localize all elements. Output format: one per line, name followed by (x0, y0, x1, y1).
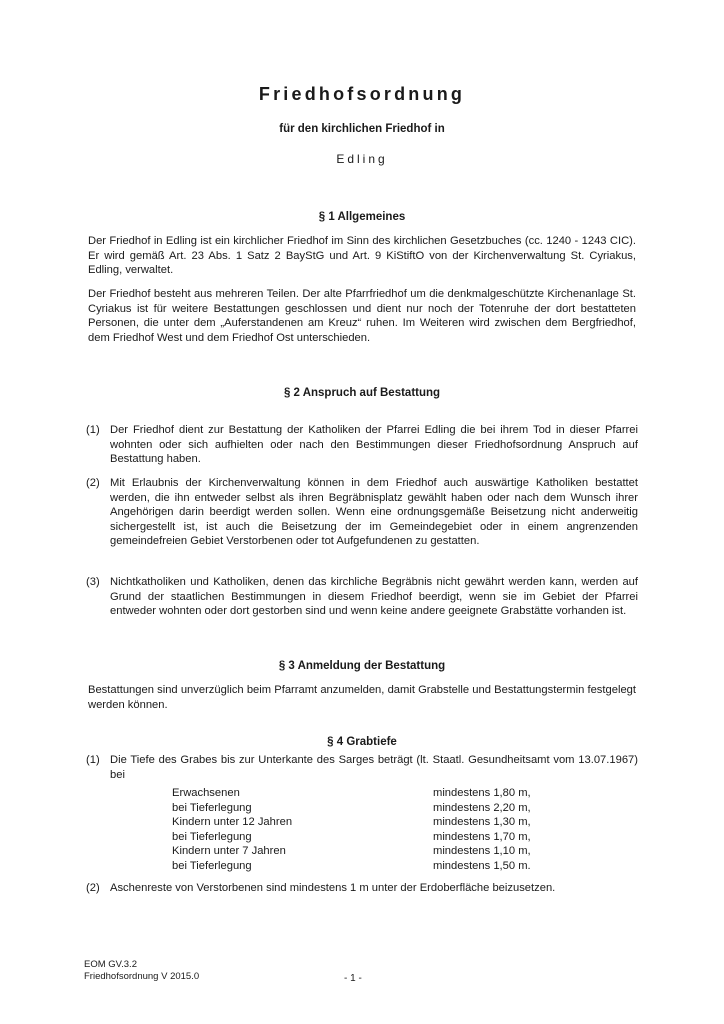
depth-label: bei Tieferlegung (172, 859, 252, 872)
section-2-heading: § 2 Anspruch auf Bestattung (283, 387, 441, 399)
depth-label: Kindern unter 7 Jahren (172, 845, 286, 858)
item-number: (3) (86, 576, 100, 588)
depth-row (172, 859, 553, 874)
depth-row (172, 801, 553, 816)
depth-row (172, 786, 553, 801)
footer-code: EOM GV.3.2 (84, 959, 137, 970)
section-1-heading: § 1 Allgemeines (318, 211, 406, 223)
item-number: (1) (86, 754, 100, 766)
section-2-item-3 (86, 575, 638, 619)
item-text: Aschenreste von Verstorbenen sind mindestens 1 m unter der Erdoberfläche beizusetzen. (110, 882, 556, 894)
section-3-heading: § 3 Anmeldung der Bestattung (278, 660, 446, 672)
section-1-paragraph-2: Der Friedhof besteht aus mehreren Teilen. Der alte Pfarrfriedhof um die denkmalgeschützte Kirchenanlage St. Cyriakus ist für weitere Bestattungen geschlossen und dient nur noch der Totenruhe der dort bestatteten Personen, die unter dem „Auferstandenen am Kreuz“ ruhen. Im Weiteren wird zwischen dem Bergfriedhof, dem Friedhof West und dem Friedhof Ost unterschieden. (88, 288, 636, 344)
section-4-item-2 (86, 881, 638, 896)
item-text: Die Tiefe des Grabes bis zur Unterkante des Sarges beträgt (lt. Staatl. Gesundheitsamt vom 13.07.1967) bei (110, 754, 638, 781)
item-text: Nichtkatholiken und Katholiken, denen das kirchliche Begräbnis nicht gewährt werden kann, werden auf Grund der staatlichen Bestimmungen in diesem Friedhof beerdigt, wenn sie im Gebiet der Pfarrei entweder wohnten oder dort gestorben sind und wenn keine andere geeignete Grabstätte vorhanden ist. (110, 576, 638, 618)
depth-value: mindestens 1,80 m, (433, 787, 531, 799)
section-2-item-1 (86, 423, 638, 467)
depth-value: mindestens 1,50 m. (433, 859, 531, 872)
depth-label: Erwachsenen (172, 787, 240, 799)
document-title: Friedhofsordnung (258, 84, 466, 104)
depth-row (172, 815, 553, 830)
item-number: (1) (86, 424, 100, 436)
depth-label: bei Tieferlegung (172, 801, 252, 814)
depth-value: mindestens 1,30 m, (433, 816, 531, 829)
document-footer (84, 959, 199, 983)
footer-version: Friedhofsordnung V 2015.0 (84, 971, 200, 982)
depth-label: Kindern unter 12 Jahren (172, 816, 293, 829)
depth-row (172, 830, 553, 845)
item-text: Der Friedhof dient zur Bestattung der Katholiken der Pfarrei Edling die bei ihrem Tod in dieser Pfarrei wohnten oder sich aufhielten oder nach den Bestimmungen dieser Friedhofsordnung Anspruch auf Bestattung haben. (110, 424, 638, 466)
depth-value: mindestens 1,70 m, (433, 830, 531, 843)
depth-value: mindestens 2,20 m, (433, 801, 531, 814)
depth-row (172, 844, 553, 859)
section-4-heading: § 4 Grabtiefe (327, 736, 397, 748)
item-number: (2) (86, 477, 100, 489)
section-4-item-1 (86, 753, 638, 782)
depth-label: bei Tieferlegung (172, 830, 252, 843)
item-text: Mit Erlaubnis der Kirchenverwaltung können in dem Friedhof auch auswärtige Katholiken bestattet werden, die ihn entweder selbst als ihren Begräbnisplatz gewählt haben oder nach dem Wunsch ihrer Angehörigen darin beerdigt werden sollen. Wenn eine ordnungsgemäße Beisetzung nicht anderweitig sichergestellt ist, ist auch die Beisetzung der im Gemeindegebiet oder in einem angrenzenden gemeindefreien Gebiet Verstorbenen oder tot Aufgefundenen zu gestatten. (110, 477, 638, 548)
document-place: Edling (336, 152, 388, 166)
section-1-paragraph-1: Der Friedhof in Edling ist ein kirchlicher Friedhof im Sinn des kirchlichen Gesetzbuches (cc. 1240 - 1243 CIC). Er wird gemäß Art. 23 Abs. 1 Satz 2 BayStG und Art. 9 KiStiftO von der Kirchenverwaltung St. Cyriakus, Edling, verwaltet. (88, 235, 636, 277)
section-3-paragraph-1: Bestattungen sind unverzüglich beim Pfarramt anzumelden, damit Grabstelle und Bestattungstermin festgelegt werden können. (88, 684, 636, 711)
item-number: (2) (86, 882, 100, 894)
page-number: - 1 - (344, 973, 362, 984)
depth-value: mindestens 1,10 m, (433, 845, 531, 858)
document-subtitle: für den kirchlichen Friedhof in (279, 123, 445, 135)
section-2-item-2 (86, 476, 638, 549)
grave-depth-table (172, 786, 553, 874)
